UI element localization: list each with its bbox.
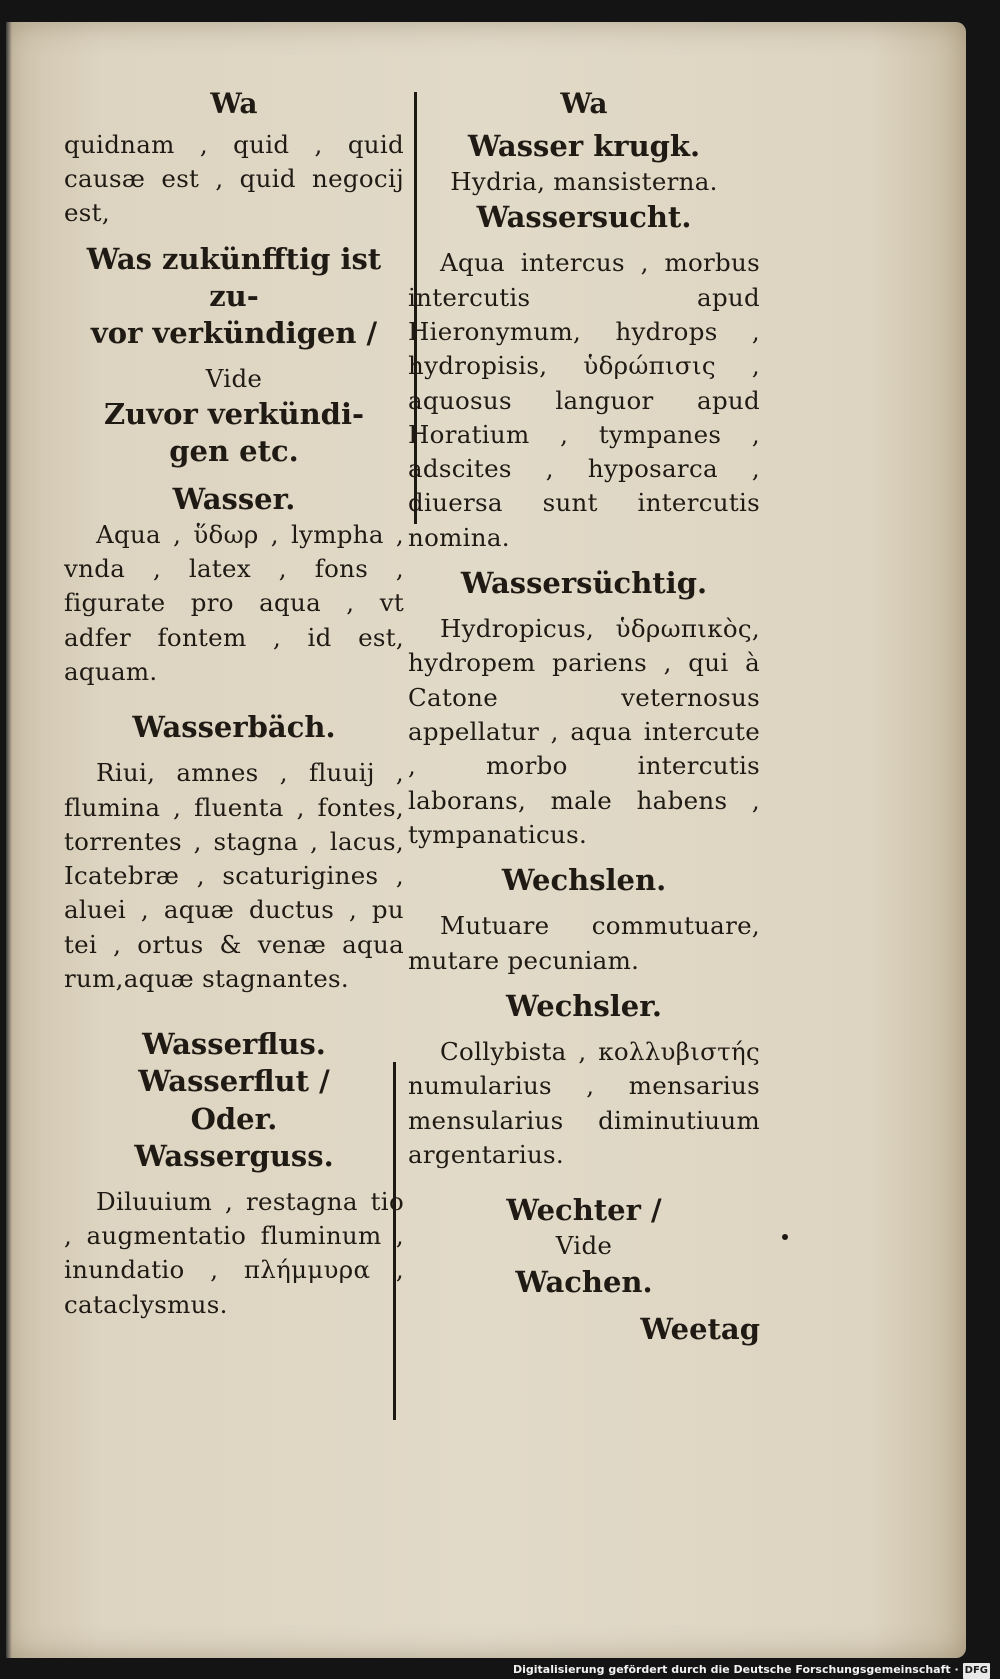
cross-reference: Vide [205, 364, 263, 394]
headword: Wasserflut / [138, 1064, 330, 1099]
headword-continued: vor verkündigen / [90, 315, 378, 350]
headword: Wasserbäch. [132, 710, 336, 745]
cross-reference: Vide [555, 1231, 613, 1261]
right-column-header: Wa [560, 87, 608, 120]
ink-spot [782, 1234, 788, 1240]
headword: Wassersüchtig. [460, 566, 708, 601]
left-column-header: Wa [210, 87, 258, 120]
right-column [408, 86, 760, 1348]
entry-text: Riui, amnes , fluuij , flumina , fluenta , fontes, torrentes , stagna , lacus, Icatebræ , scaturigines , aluei , aquæ ductus , pu tei , ortus & venæ aqua rum,aquæ stagnantes. [64, 758, 404, 994]
headword: Was zukünfftig ist zu- [86, 241, 382, 313]
entry-text: Hydria, mansisterna. [450, 166, 718, 196]
headword: Wassersucht. [476, 200, 692, 235]
headword: Wechslen. [501, 863, 667, 898]
page-gutter-shadow [6, 22, 12, 1658]
headword: Wechsler. [506, 988, 662, 1023]
credit-text: Digitalisierung gefördert durch die Deutsche Forschungsgemeinschaft · [512, 1663, 959, 1676]
headword: Wasser. [172, 481, 296, 516]
entry-text: Aqua intercus , morbus intercutis apud Hieronymum, hydrops , hydropisis, ὑδρώπισις , aquosus languor apud Horatium , tympanes , adscites , hyposarca , diuersa sunt intercutis nomina. [408, 248, 760, 552]
entry-text: Collybista , κολλυβιστής numularius , mensarius mensularius diminutiuum argentarius. [408, 1037, 760, 1169]
headword: Wachen. [515, 1264, 653, 1299]
dfg-logo: DFG [963, 1663, 990, 1679]
entry-text: quidnam , quid , quid causæ est , quid negocij est, [64, 129, 404, 228]
entry-text: Diluuium , restagna tio , augmentatio fluminum , inundatio , πλήμμυρα , cataclysmus. [64, 1186, 404, 1319]
left-column [64, 86, 404, 1322]
headword-continued: gen etc. [169, 434, 299, 469]
entry-text: Mutuare commutuare, mutare pecuniam. [408, 911, 760, 975]
digitization-credit [0, 1662, 990, 1678]
headword: Wasserflus. [142, 1027, 326, 1062]
entry-text: Aqua , ὕδωρ , lympha , vnda , latex , fons , figurate pro aqua , vt adfer fontem , id est, aquam. [64, 519, 404, 686]
headword: Zuvor verkündi- [104, 397, 364, 432]
headword: Oder. [190, 1101, 278, 1136]
catchword: Weetag [640, 1311, 760, 1346]
headword: Wechter / [506, 1193, 662, 1228]
entry-text: Hydropicus, ὑδρωπικὸς, hydropem pariens , qui à Catone veternosus appellatur , aqua intercute , morbo intercutis laborans, male habens , tympanaticus. [408, 614, 760, 849]
headword: Wasser krugk. [467, 128, 701, 163]
headword: Wasserguss. [134, 1138, 334, 1173]
